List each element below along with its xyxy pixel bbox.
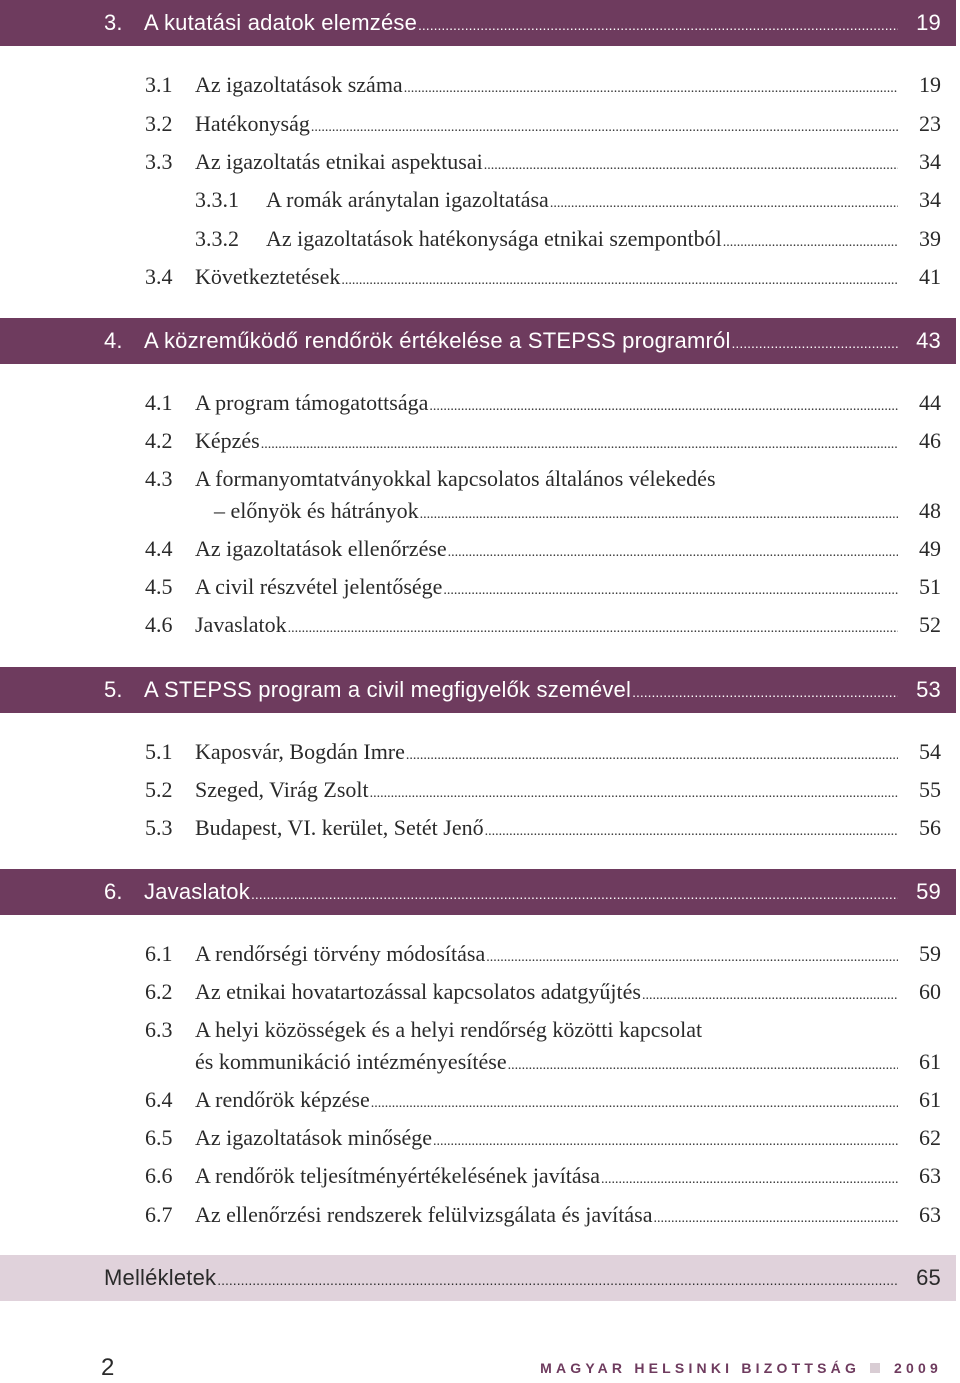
toc-entry-3-3[interactable] xyxy=(0,147,956,181)
toc-section-title: Javaslatok xyxy=(144,879,250,904)
toc-page-number: 65 xyxy=(916,1265,941,1290)
footer-publisher: MAGYAR HELSINKI BIZOTTSÁG xyxy=(540,1360,861,1376)
toc-page-number: 43 xyxy=(916,328,941,353)
leader-dots xyxy=(217,1272,898,1288)
toc-entry-title: A romák aránytalan igazoltatása xyxy=(266,187,549,212)
toc-page-number: 60 xyxy=(919,979,941,1004)
toc-entry-title: A civil részvétel jelentősége xyxy=(195,574,443,599)
toc-page-number: 51 xyxy=(919,574,941,599)
toc-entry-3-3-2[interactable] xyxy=(0,224,956,258)
toc-entry-title: Képzés xyxy=(195,428,260,453)
toc-entry-title: Kaposvár, Bogdán Imre xyxy=(195,739,405,764)
toc-page-number: 23 xyxy=(919,111,941,136)
toc-entry-title: Hatékonyság xyxy=(195,111,310,136)
leader-dots xyxy=(404,81,898,97)
leader-dots xyxy=(632,684,898,700)
toc-page-number: 63 xyxy=(919,1163,941,1188)
toc-entry-title: Szeged, Virág Zsolt xyxy=(195,777,369,802)
toc-page-number: 19 xyxy=(919,72,941,97)
toc-entry-5-3[interactable] xyxy=(0,813,956,847)
toc-entry-title: Az igazoltatások száma xyxy=(195,72,403,97)
toc-entry-title-line1: A helyi közösségek és a helyi rendőrség közötti kapcsolat xyxy=(195,1017,703,1042)
toc-entry-number: 3.3 xyxy=(145,149,173,174)
toc-section-number: 5. xyxy=(104,677,123,702)
toc-entry-6-4[interactable] xyxy=(0,1085,956,1119)
toc-section-title: A közreműködő rendőrök értékelése a STEPSS programról xyxy=(144,328,731,353)
leader-dots xyxy=(261,437,898,453)
toc-annex-title: Mellékletek xyxy=(104,1265,217,1290)
toc-entry-5-2[interactable] xyxy=(0,775,956,809)
leader-dots xyxy=(508,1058,898,1074)
leader-dots xyxy=(654,1211,899,1227)
toc-entry-number: 6.1 xyxy=(145,941,173,966)
toc-page-number: 49 xyxy=(919,536,941,561)
toc-entry-title: A rendőrök teljesítményértékelésének javítása xyxy=(195,1163,601,1188)
toc-entry-number: 6.3 xyxy=(145,1017,173,1042)
toc-page-number: 46 xyxy=(919,428,941,453)
square-separator-icon xyxy=(870,1363,880,1373)
toc-page-number: 39 xyxy=(919,226,941,251)
toc-entry-number: 6.2 xyxy=(145,979,173,1004)
toc-page-number: 59 xyxy=(916,879,941,904)
toc-entry-number: 5.3 xyxy=(145,815,173,840)
toc-entry-5-1[interactable] xyxy=(0,737,956,771)
toc-entry-number: 3.2 xyxy=(145,111,173,136)
toc-section-number: 4. xyxy=(104,328,123,353)
toc-page-number: 55 xyxy=(919,777,941,802)
toc-entry-4-2[interactable] xyxy=(0,426,956,460)
toc-entry-title-line2: és kommunikáció intézményesítése xyxy=(195,1049,507,1074)
leader-dots xyxy=(311,120,898,136)
toc-entry-title: Az igazoltatások ellenőrzése xyxy=(195,536,447,561)
toc-page-number: 59 xyxy=(919,941,941,966)
footer-page-number: 2 xyxy=(101,1354,115,1381)
toc-entry-title: A rendőrségi törvény módosítása xyxy=(195,941,486,966)
toc-entry-3-3-1[interactable] xyxy=(0,185,956,219)
leader-dots xyxy=(370,786,898,802)
toc-entry-number: 5.2 xyxy=(145,777,173,802)
toc-entry-6-2[interactable] xyxy=(0,977,956,1011)
toc-page-number: 56 xyxy=(919,815,941,840)
toc-entry-number: 4.4 xyxy=(145,536,173,561)
toc-entry-6-6[interactable] xyxy=(0,1161,956,1195)
toc-entry-number: 6.5 xyxy=(145,1125,173,1150)
leader-dots xyxy=(406,748,898,764)
toc-entry-title: Az etnikai hovatartozással kapcsolatos adatgyűjtés xyxy=(195,979,641,1004)
leader-dots xyxy=(550,196,898,212)
toc-entry-title: Az igazoltatások minősége xyxy=(195,1125,433,1150)
toc-entry-3-4[interactable] xyxy=(0,262,956,296)
toc-entry-number: 4.3 xyxy=(145,466,173,491)
toc-entry-number: 6.4 xyxy=(145,1087,173,1112)
leader-dots xyxy=(723,235,898,251)
toc-section-5[interactable] xyxy=(0,667,956,713)
toc-entry-3-1[interactable] xyxy=(0,70,956,104)
toc-page-number: 61 xyxy=(919,1049,941,1074)
toc-entry-title: Az igazoltatás etnikai aspektusai xyxy=(195,149,483,174)
toc-entry-number: 3.4 xyxy=(145,264,173,289)
toc-entry-4-6[interactable] xyxy=(0,610,956,644)
toc-entry-title: Budapest, VI. kerület, Setét Jenő xyxy=(195,815,484,840)
toc-annex[interactable] xyxy=(0,1255,956,1301)
toc-section-4[interactable] xyxy=(0,318,956,364)
leader-dots xyxy=(642,988,898,1004)
leader-dots xyxy=(420,507,898,523)
footer-year: 2009 xyxy=(894,1360,942,1376)
leader-dots xyxy=(341,273,898,289)
toc-page-number: 44 xyxy=(919,390,941,415)
leader-dots xyxy=(443,583,898,599)
toc-entry-number: 6.6 xyxy=(145,1163,173,1188)
toc-entry-number: 4.6 xyxy=(145,612,173,637)
toc-page-number: 34 xyxy=(919,149,941,174)
leader-dots xyxy=(418,17,898,33)
toc-section-title: A kutatási adatok elemzése xyxy=(144,10,418,35)
toc-entry-4-3[interactable] xyxy=(0,464,956,534)
toc-entry-number: 3.1 xyxy=(145,72,173,97)
toc-entry-title: Következtetések xyxy=(195,264,341,289)
leader-dots xyxy=(251,886,898,902)
toc-entry-number: 3.3.1 xyxy=(195,187,239,212)
toc-section-number: 6. xyxy=(104,879,123,904)
leader-dots xyxy=(429,399,898,415)
toc-section-6[interactable] xyxy=(0,869,956,915)
toc-entry-number: 4.1 xyxy=(145,390,173,415)
toc-entry-4-1[interactable] xyxy=(0,388,956,422)
toc-page-number: 62 xyxy=(919,1125,941,1150)
leader-dots xyxy=(732,335,898,351)
toc-page-number: 34 xyxy=(919,187,941,212)
leader-dots xyxy=(486,950,898,966)
toc-entry-6-7[interactable] xyxy=(0,1200,956,1234)
toc-entry-title-line1: A formanyomtatványokkal kapcsolatos általános vélekedés xyxy=(195,466,716,491)
toc-section-title: A STEPSS program a civil megfigyelők szemével xyxy=(144,677,632,702)
toc-entry-4-5[interactable] xyxy=(0,572,956,606)
toc-entry-title: A program támogatottsága xyxy=(195,390,429,415)
toc-page-number: 54 xyxy=(919,739,941,764)
leader-dots xyxy=(433,1134,898,1150)
toc-section-number: 3. xyxy=(104,10,123,35)
toc-entry-6-1[interactable] xyxy=(0,939,956,973)
leader-dots xyxy=(371,1096,898,1112)
leader-dots xyxy=(601,1172,898,1188)
toc-entry-title-line2: – előnyök és hátrányok xyxy=(214,498,419,523)
toc-entry-4-4[interactable] xyxy=(0,534,956,568)
toc-entry-number: 3.3.2 xyxy=(195,226,239,251)
toc-entry-title: Javaslatok xyxy=(195,612,287,637)
leader-dots xyxy=(485,824,898,840)
leader-dots xyxy=(288,621,898,637)
toc-page-number: 61 xyxy=(919,1087,941,1112)
toc-entry-title: A rendőrök képzése xyxy=(195,1087,370,1112)
leader-dots xyxy=(448,545,898,561)
toc-entry-number: 4.2 xyxy=(145,428,173,453)
toc-page-number: 41 xyxy=(919,264,941,289)
toc-page-number: 48 xyxy=(919,498,941,523)
toc-entry-title: Az igazoltatások hatékonysága etnikai szempontból xyxy=(266,226,722,251)
toc-page-number: 52 xyxy=(919,612,941,637)
toc-page-number: 19 xyxy=(916,10,941,35)
toc-section-3[interactable] xyxy=(0,0,956,46)
toc-entry-number: 5.1 xyxy=(145,739,173,764)
toc-entry-6-5[interactable] xyxy=(0,1123,956,1157)
toc-page-number: 63 xyxy=(919,1202,941,1227)
toc-entry-title: Az ellenőrzési rendszerek felülvizsgálata és javítása xyxy=(195,1202,653,1227)
toc-entry-number: 4.5 xyxy=(145,574,173,599)
toc-page-number: 53 xyxy=(916,677,941,702)
toc-entry-6-3[interactable] xyxy=(0,1015,956,1085)
footer-publisher-block xyxy=(540,1360,942,1376)
toc-entry-3-2[interactable] xyxy=(0,109,956,143)
leader-dots xyxy=(484,158,898,174)
toc-entry-number: 6.7 xyxy=(145,1202,173,1227)
